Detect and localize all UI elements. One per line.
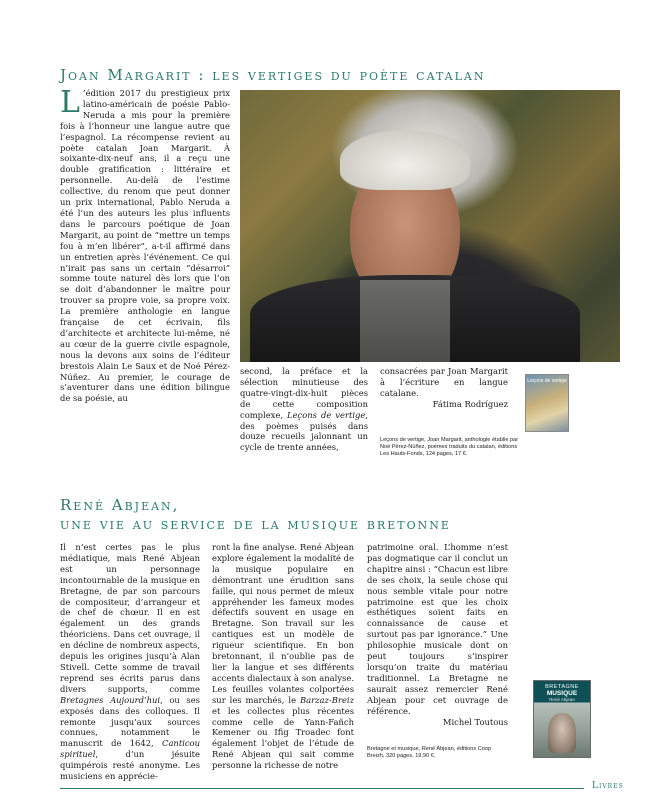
article2-col2-italic: Barzaz-Breiz <box>299 694 354 705</box>
article1-col3-text: consacrées par Joan Margarit à l’écriture en langue catalane. <box>380 366 508 398</box>
article1-title: Joan Margarit : les vertiges du poète catalan <box>60 66 486 84</box>
article2-col2-text-b: et les collectes plus récentes comme celle de Yann-Fañch Kemener ou Ifig Troadec font également l’objet de l’étude de René Abjean qui sait comme personne la richesse de notre <box>212 705 354 771</box>
book2-author: René Abjean <box>549 697 575 702</box>
article2-col1-italic-1: Bretagnes Aujourd’hui <box>60 694 161 705</box>
book2-title-1: BRETAGNE <box>545 684 579 690</box>
article2-col3-text: patrimoine oral. L’homme n’est pas dogmatique car il conclut un chapitre ainsi : “Chacun est libre de ses choix, la seule chose qui nous semble vitale pour notre patrimoine est que les choix esthétiques soient faits en connaissance de cause et surtout pas par ignorance.” Une philosophie musicale dont on peut toujours s’inspirer lorsqu’on traite du matériau traditionnel. La Bretagne ne saurait assez remercier René Abjean pour cet ouvrage de référence. <box>367 542 508 716</box>
section-rubric: Livres <box>592 781 624 791</box>
book-cover-lecons-de-vertige <box>525 374 569 432</box>
article1-caption: Leçons de vertige, Joan Margarit, anthologie établie par Noé Pérez-Núñez, poèmes traduits du catalan, éditions Les Hauts-Fonds, 124 pages, 17 €. <box>380 437 519 458</box>
article2-column-1 <box>60 542 200 782</box>
article2-col1-italic-2: Canticou spirituel <box>60 738 200 760</box>
book2-portrait <box>548 713 576 753</box>
dropcap: L <box>60 85 80 120</box>
article2-signature: Michel Toutous <box>442 716 508 727</box>
article2-caption: Bretagne et musique, René Abjean, éditions Coop Breizh, 320 pages, 19,90 €. <box>367 746 492 760</box>
article2-col2-text-a: ront la fine analyse. René Abjean explore également la modalité de la musique populaire en démontrant une érudition sans faille, qui nous permet de mieux appréhender les fameux modes défectifs souvent en usage en Bretagne. Son travail sur les cantiques est un modèle de rigueur scientifique. En bon bretonnant, il n’oublie pas de lier la langue et ses différents accents dialectaux à son analyse. Les feuilles volantes colportées sur les marchés, le <box>212 542 354 705</box>
portrait-shirt <box>360 280 450 362</box>
article1-col2-italic: Leçons de vertige <box>287 409 366 420</box>
article2-col1-text-b: , ou ses exposés dans des colloques. Il remonte jusqu’aux sources connues, notamment le manuscrit de 1642, <box>60 694 200 749</box>
article2-title-line1: René Abjean, <box>60 496 180 514</box>
poet-photo <box>240 90 620 362</box>
book2-title-2: MUSIQUE <box>546 690 578 697</box>
book1-title: Leçons de vertige <box>527 378 567 384</box>
article1-column-3 <box>380 366 508 410</box>
article2-col1-text-c: , d’un jésuite quimpérois resté anonyme. Les musiciens en apprécie- <box>60 749 200 782</box>
article1-column-2 <box>240 366 368 453</box>
article2-column-3 <box>367 542 508 727</box>
article1-col2-text-a: second, la préface et la sélection minutieuse des quatre-vingt-dix-huit pièces de cette composition complexe, <box>240 366 368 420</box>
article2-col1-text-a: Il n’est certes pas le plus médiatique, mais René Abjean est un personnage incontournable de la musique en Bretagne, de par son parcours de compositeur, d’arrangeur et de chef de chœur. Il en est également un des grands théoriciens. Dans cet ouvrage, il en décline de nombreux aspects, depuis les origines jusqu’à Alan Stivell. Cette somme de travail reprend ses écrits parus dans divers supports, comme <box>60 542 200 694</box>
portrait-hair <box>340 130 470 190</box>
article2-column-2 <box>212 542 354 771</box>
article1-signature: Fátima Rodríguez <box>432 398 508 409</box>
article1-col2-text-b: , des poèmes puisés dans douze recueils jalonnant un cycle de trente années, <box>240 409 368 453</box>
article1-col1-text: ’édition 2017 du prestigieux prix latino-américain de poésie Pablo-Neruda a mis pour la première fois à l’honneur une langue autre que l’espagnol. La récompense revient au poète catalan Joan Margarit. À soixante-dix-neuf ans, il a reçu une double gratification : littéraire et personnelle. Au-delà de l’estime collective, du renom que peut donner un prix international, Pablo Neruda a été l’un des auteurs les plus influents dans le parcours poétique de Joan Margarit, au point de “mettre un temps fou à m’en libérer”, a-t-il affirmé dans un entretien après l’événement. Ce qui n’irait pas sans un certain “désarroi” somme toute naturel dès lors que l’on se doit d’abandonner le maître pour trouver sa propre voie, sa propre voix. La première anthologie en langue française de cet écrivain, fils d’architecte et architecte lui-même, né au cœur de la guerre civile espagnole, nous la devons aux soins de l’éditeur brestois Alain Le Saux et de Noé Pérez-Núñez. Au premier, le courage de s’aventurer dans une édition bilingue de sa poésie, au <box>60 88 230 404</box>
article1-column-1 <box>60 85 230 404</box>
article2-title-line2: une vie au service de la musique bretonne <box>60 515 451 533</box>
book-cover-bretagne-musique <box>533 680 591 758</box>
footer-rule <box>60 788 584 789</box>
